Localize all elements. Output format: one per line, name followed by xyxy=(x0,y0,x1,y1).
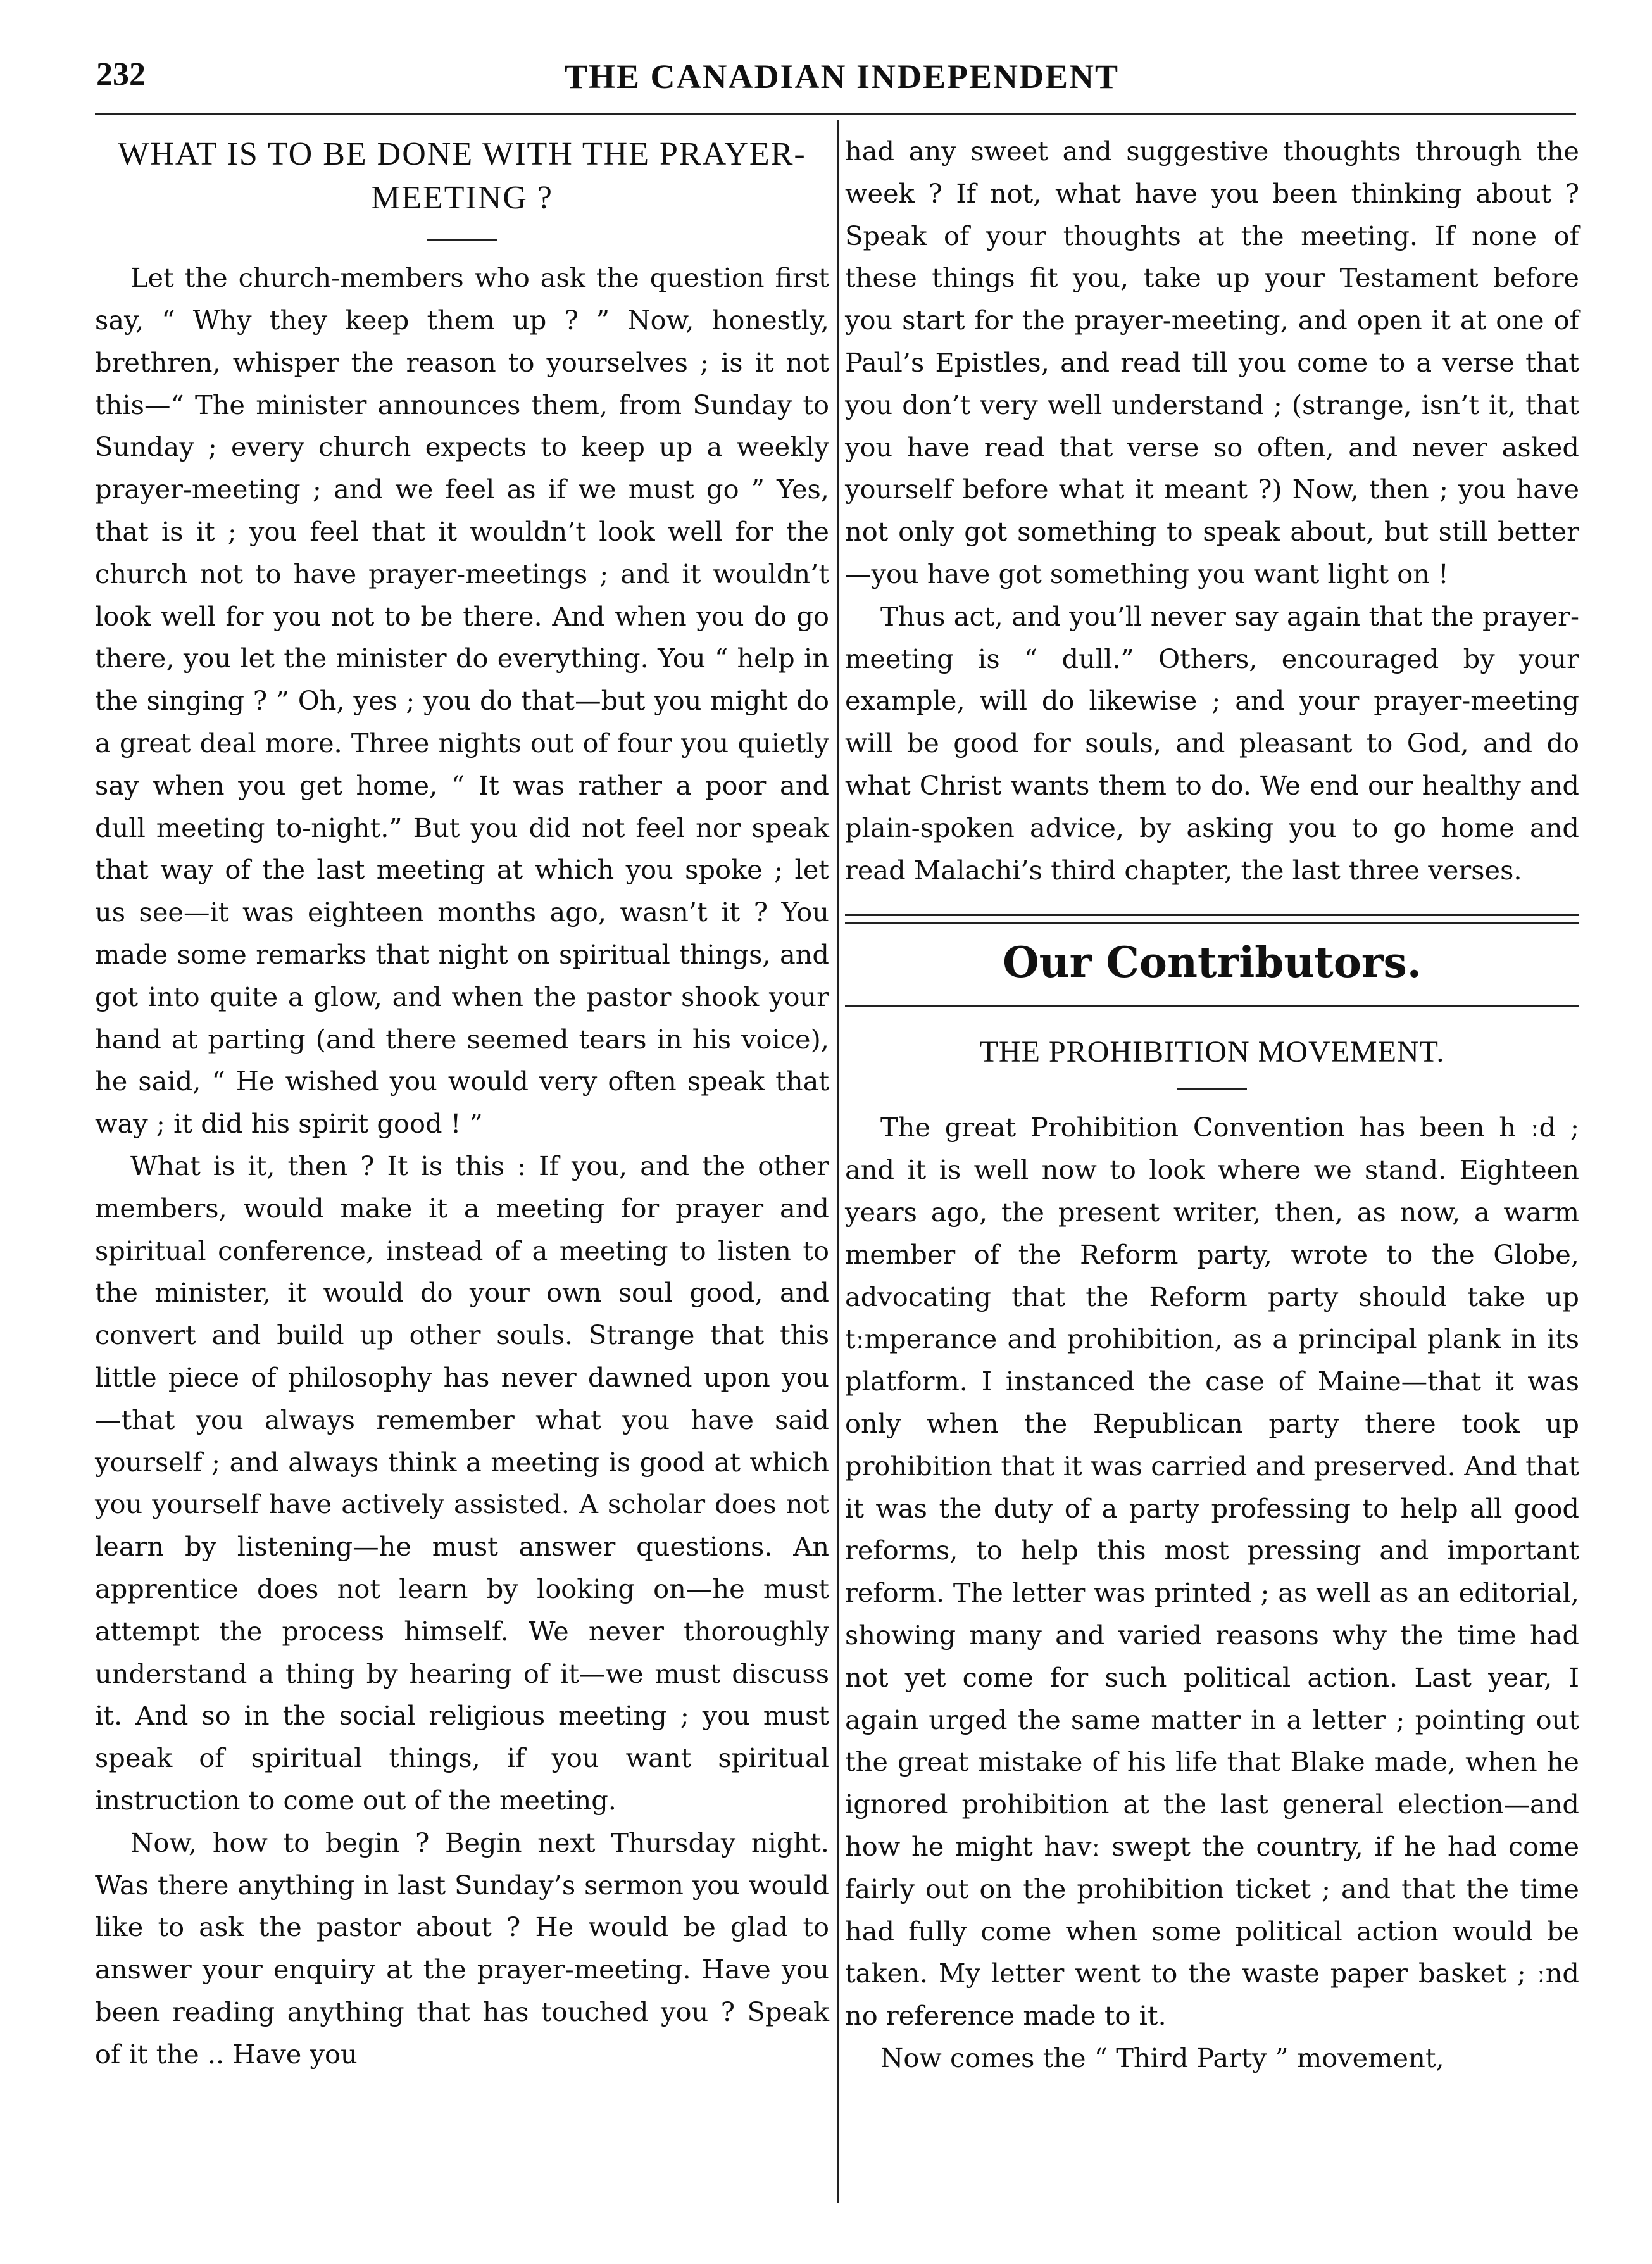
article-title: THE PROHIBITION MOVEMENT. xyxy=(979,1035,1445,1069)
title-rule xyxy=(1177,1088,1247,1090)
page-number: 232 xyxy=(96,56,146,92)
left-column xyxy=(95,130,829,2076)
section-heading: Our Contributors. xyxy=(1003,938,1422,988)
article-paragraph: Now, how to begin ? Begin next Thursday night. Was there anything in last Sunday’s sermon you would like to ask the pastor about ? He would be glad to answer your enquiry at the prayer-meeting. Have you been reading anything that has touched you ? Speak of it the .. Have you xyxy=(95,1827,829,2070)
article-paragraph: The great Prohibition Convention has been h ːd ; and it is well now to look where we stand. Eighteen years ago, the present writer, then, as now, a warm member of the Reform party, wrote to the Globe, advocating that the Reform party should take up tːmperance and prohibition, as a principal plank in its platform. I instanced the case of Maine—that it was only when the Republican party there took up prohibition that it was carried and preserved. And that it was the duty of a party professing to help all good reforms, to help this most pressing and important reform. The letter was printed ; as well as an editorial, showing many and varied reasons why the time had not yet come for such political action. Last year, I again urged the same matter in a letter ; pointing out the great mistake of his life that Blake made, when he ignored prohibition at the last general election—and how he might havː swept the country, if he had come fairly out on the prohibition ticket ; and that the time had fully come when some political action would be taken. My letter went to the waste paper basket ; ːnd no reference made to it. xyxy=(845,1112,1579,2032)
title-rule xyxy=(427,239,497,241)
article-paragraph: Let the church-members who ask the question first say, “ Why they keep them up ? ” Now, honestly, brethren, whisper the reason to yourselves ; is it not this—“ The minister announces them, from Sunday to Sunday ; every church expects to keep up a weekly prayer-meeting ; and we feel as if we must go ” Yes, that is it ; you feel that it wouldn’t look well for the church not to have prayer-meetings ; and it wouldn’t look well for you not to be there. And when you do go there, you let the minister do everything. You “ help in the singing ? ” Oh, yes ; you do that—but you might do a great deal more. Three nights out of four you quietly say when you get home, “ It was rather a poor and dull meeting to-night.” But you did not feel nor speak that way of the last meeting at which you spoke ; let us see—it was eighteen months ago, wasn’t it ? You made some remarks that night on spiritual things, and got into quite a glow, and when the pastor shook your hand at parting (and there seemed tears in his voice), he said, “ He wished you would very often speak that way ; it did his spirit good ! ” xyxy=(95,262,829,1140)
header-rule xyxy=(95,113,1576,115)
article-paragraph: What is it, then ? It is this : If you, and the other members, would make it a meeting for prayer and spiritual conference, instead of a meeting to listen to the minister, it would do your own soul good, and convert and build up other souls. Strange that this little piece of philosophy has never dawned upon you—that you always remember what you have said yourself ; and always think a meeting is good at which you yourself have actively assisted. A scholar does not learn by listening—he must answer questions. An apprentice does not learn by looking on—he must attempt the process himself. We never thoroughly understand a thing by hearing of it—we must discuss it. And so in the social religious meeting ; you must speak of spiritual things, if you want spiritual instruction to come out of the meeting. xyxy=(95,1150,829,1816)
article-paragraph: Now comes the “ Third Party ” movement, xyxy=(880,2042,1444,2073)
running-head: THE CANADIAN INDEPENDENT xyxy=(564,58,1120,96)
article-paragraph: Thus act, and you’ll never say again that the prayer-meeting is “ dull.” Others, encouraged by your example, will do likewise ; and your prayer-meeting will be good for souls, and pleasant to God, and do what Christ wants them to do. We end our healthy and plain-spoken advice, by asking you to go home and read Malachi’s third chapter, the last three verses. xyxy=(845,600,1579,886)
section-double-rule xyxy=(845,914,1579,924)
article-title: WHAT IS TO BE DONE WITH THE PRAYER-MEETING ? xyxy=(118,136,806,216)
section-rule xyxy=(845,1005,1579,1007)
column-divider xyxy=(837,120,839,2203)
article-paragraph-continued: had any sweet and suggestive thoughts through the week ? If not, what have you been thinking about ? Speak of your thoughts at the meeting. If none of these things fit you, take up your Testament before you start for the prayer-meeting, and open it at one of Paul’s Epistles, and read till you come to a verse that you don’t very well understand ; (strange, isn’t it, that you have read that verse so often, and never asked yourself before what it meant ?) Now, then ; you have not only got something to speak about, but still better—you have got something you want light on ! xyxy=(845,135,1579,589)
right-column xyxy=(845,130,1579,2080)
